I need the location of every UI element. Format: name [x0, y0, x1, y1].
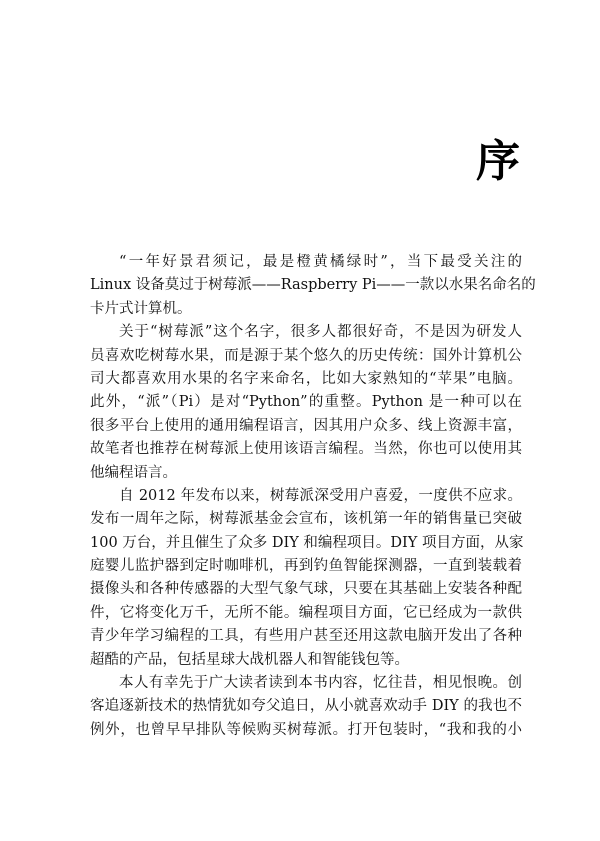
paragraph-3-line-6: 件，它将变化万千，无所不能。编程项目方面，它已经成为一款供 [90, 604, 522, 621]
paragraph-2-line-2: 员喜欢吃树莓水果，而是源于某个悠久的历史传统：国外计算机公 [90, 347, 522, 364]
paragraph-3-line-7: 青少年学习编程的工具，有些用户甚至还用这款电脑开发出了各种 [90, 628, 522, 645]
paragraph-3-line-1: 自 2012 年发布以来，树莓派深受用户喜爱，一度供不应求。 [119, 487, 522, 504]
body-text [90, 251, 536, 742]
chapter-heading: 序 [476, 136, 520, 187]
paragraph-3-line-4: 庭婴儿监护器到定时咖啡机，再到钓鱼智能探测器，一直到装载着 [90, 558, 522, 575]
paragraph-3-line-3: 100 万台，并且催生了众多 DIY 和编程项目。DIY 项目方面，从家 [90, 534, 524, 551]
paragraph-2-line-7: 他编程语言。 [90, 464, 177, 481]
paragraph-1-line-3: 卡片式计算机。 [90, 300, 192, 317]
paragraph-2-line-6: 故笔者也推荐在树莓派上使用该语言编程。当然，你也可以使用其 [90, 441, 522, 458]
paragraph-3-line-8: 超酷的产品，包括星球大战机器人和智能钱包等。 [90, 651, 409, 668]
paragraph-2-line-5: 很多平台上使用的通用编程语言，因其用户众多、线上资源丰富， [90, 417, 522, 434]
paragraph-4-line-1: 本人有幸先于广大读者读到本书内容，忆往昔，相见恨晚。创 [119, 675, 522, 692]
paragraph-4-line-2: 客追逐新技术的热情犹如夸父追日，从小就喜欢动手 DIY 的我也不 [90, 698, 522, 715]
paragraph-2-line-1: 关于“树莓派”这个名字，很多人都很好奇，不是因为研发人 [119, 324, 522, 341]
paragraph-3-line-5: 摄像头和各种传感器的大型气象气球，只要在其基础上安装各种配 [90, 581, 522, 598]
paragraph-2-line-4: 此外，“派”（Pi）是对“Python”的重整。Python 是一种可以在 [90, 394, 522, 411]
paragraph-1-line-1: “一年好景君须记，最是橙黄橘绿时”，当下最受关注的 [119, 254, 522, 270]
paragraph-3-line-2: 发布一周年之际，树莓派基金会宣布，该机第一年的销售量已突破 [90, 511, 522, 528]
paragraph-2-line-3: 司大都喜欢用水果的名字来命名，比如大家熟知的“苹果”电脑。 [90, 370, 522, 387]
paragraph-4-line-3: 例外，也曾早早排队等候购买树莓派。打开包装时，“我和我的小 [90, 721, 522, 738]
paragraph-1-line-2: Linux 设备莫过于树莓派——Raspberry Pi——一款以水果名命名的 [90, 277, 536, 294]
